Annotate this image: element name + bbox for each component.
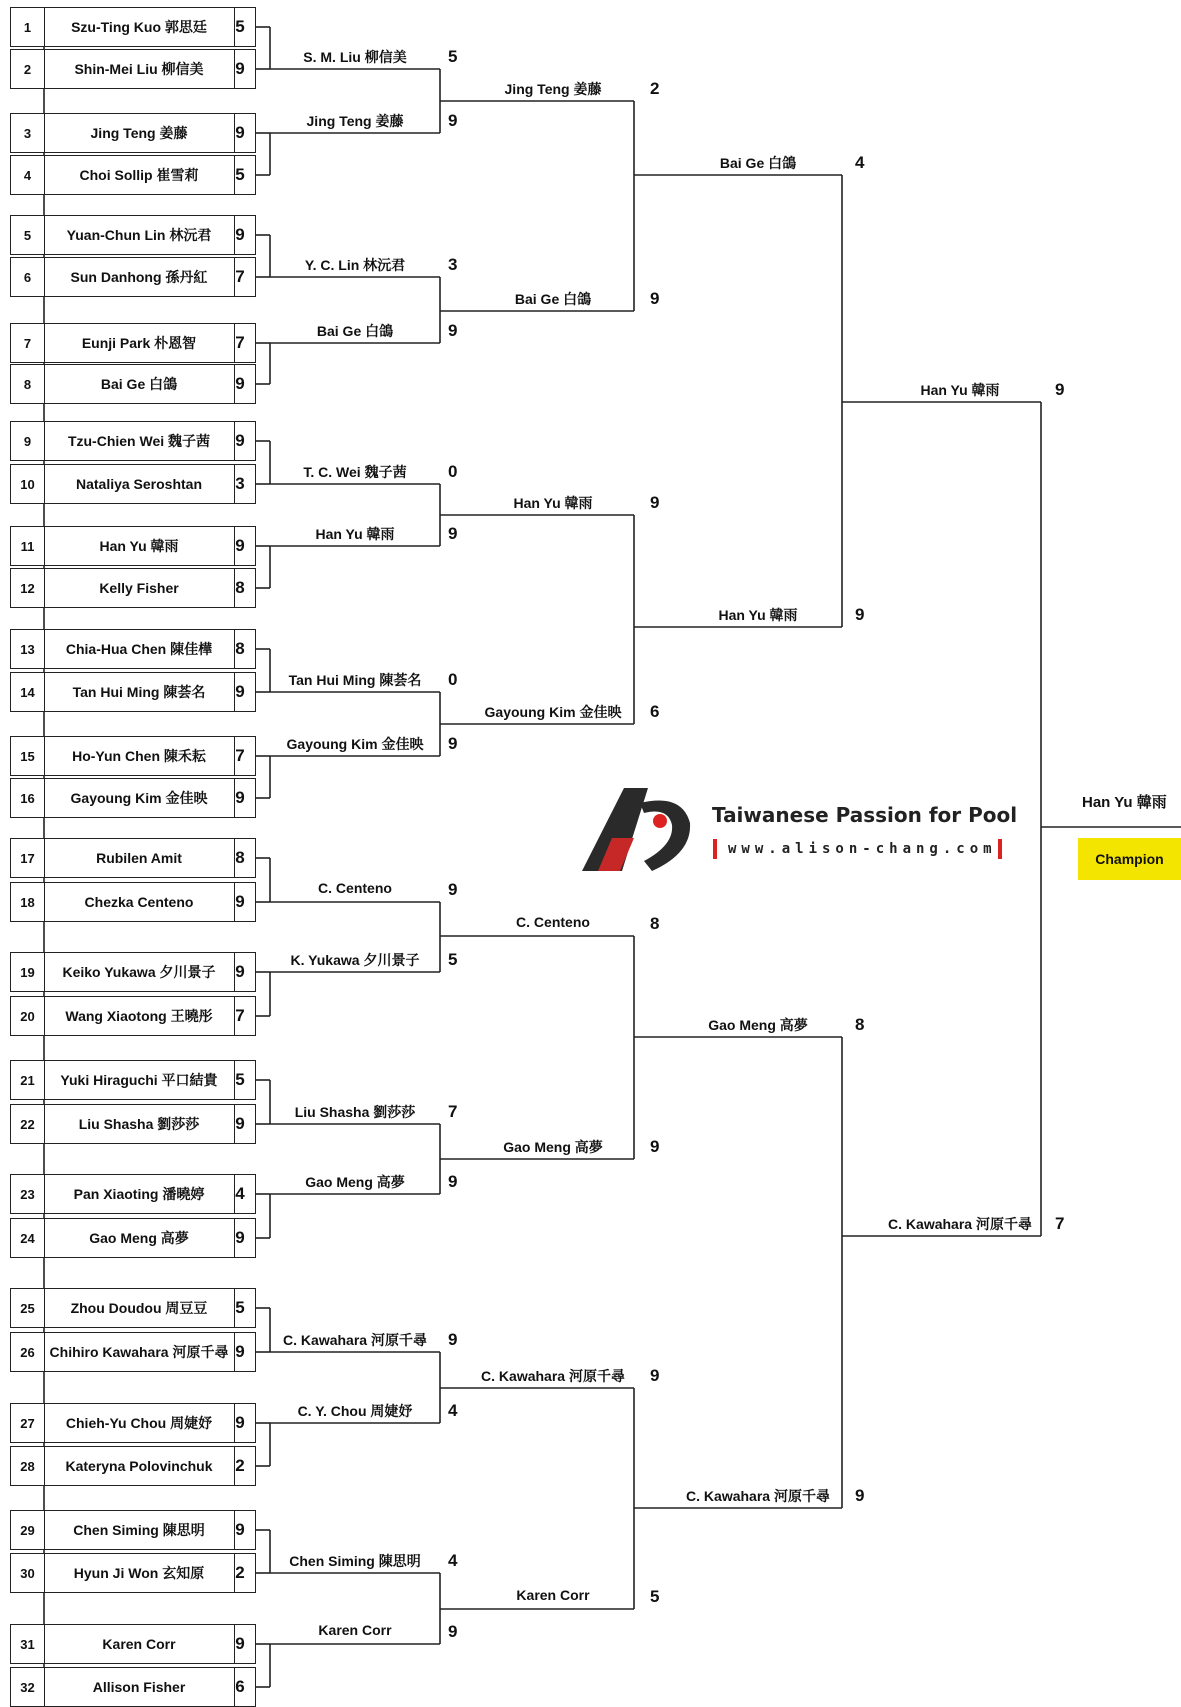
seed-entry — [10, 421, 256, 461]
seed-number: 18 — [11, 883, 45, 921]
round3-result-name: Gao Meng 高夢 — [503, 1139, 603, 1155]
seed-entry — [10, 1446, 256, 1486]
seed-number: 12 — [11, 569, 45, 607]
round3-result-score: 5 — [650, 1587, 660, 1606]
seed-number: 27 — [11, 1404, 45, 1442]
player-name: Han Yu 韓雨 — [44, 527, 235, 565]
seed-entry — [10, 1624, 256, 1664]
round2-result-name: Tan Hui Ming 陳荟名 — [288, 672, 422, 688]
player-score: 5 — [235, 1070, 245, 1089]
round4-result-name: Gao Meng 高夢 — [708, 1017, 808, 1033]
seed-number: 11 — [11, 527, 45, 565]
player-score: 5 — [235, 1298, 245, 1317]
seed-number: 8 — [11, 365, 45, 403]
round2-result-name: T. C. Wei 魏子茜 — [303, 464, 407, 480]
seed-entry — [10, 1667, 256, 1707]
round2-result-score: 9 — [448, 1622, 458, 1641]
round2-result-score: 9 — [448, 524, 458, 543]
champion-badge: Champion — [1078, 838, 1181, 880]
round5-result-score: 9 — [1055, 380, 1065, 399]
logo-url[interactable]: www.alison-chang.com — [728, 841, 997, 857]
player-name: Kelly Fisher — [44, 569, 235, 607]
player-name: Chieh-Yu Chou 周婕妤 — [44, 1404, 235, 1442]
player-score: 9 — [235, 536, 245, 555]
seed-entry — [10, 155, 256, 195]
seed-number: 24 — [11, 1219, 45, 1257]
seed-entry — [10, 526, 256, 566]
seed-entry — [10, 113, 256, 153]
round3-result-name: Karen Corr — [516, 1587, 590, 1603]
round2-result-name: C. Centeno — [318, 880, 392, 896]
player-name: Chezka Centeno — [44, 883, 235, 921]
round2-result-score: 9 — [448, 734, 458, 753]
player-score: 9 — [235, 59, 245, 78]
seed-entry — [10, 1553, 256, 1593]
player-name: Rubilen Amit — [44, 839, 235, 877]
seed-entry — [10, 1288, 256, 1328]
player-name: Tzu-Chien Wei 魏子茜 — [44, 422, 235, 460]
player-score: 2 — [235, 1456, 245, 1475]
seed-number: 2 — [11, 50, 45, 88]
seed-number: 13 — [11, 630, 45, 668]
player-name: Karen Corr — [44, 1625, 235, 1663]
logo-title: Taiwanese Passion for Pool — [712, 803, 1018, 827]
player-name: Eunji Park 朴恩智 — [44, 324, 235, 362]
round4-result-score: 4 — [855, 153, 865, 172]
player-score: 7 — [235, 746, 245, 765]
player-name: Hyun Ji Won 玄知原 — [44, 1554, 235, 1592]
player-name: Liu Shasha 劉莎莎 — [44, 1105, 235, 1143]
seed-entry — [10, 1104, 256, 1144]
logo-mark-icon — [582, 783, 697, 873]
player-score: 9 — [235, 1413, 245, 1432]
player-name: Zhou Doudou 周豆豆 — [44, 1289, 235, 1327]
seed-number: 28 — [11, 1447, 45, 1485]
player-score: 9 — [235, 892, 245, 911]
seed-number: 23 — [11, 1175, 45, 1213]
round4-result-name: Han Yu 韓雨 — [718, 607, 798, 623]
player-name: Jing Teng 姜藤 — [44, 114, 235, 152]
player-name: Gao Meng 高夢 — [44, 1219, 235, 1257]
seed-number: 16 — [11, 779, 45, 817]
seed-number: 15 — [11, 737, 45, 775]
player-name: Yuan-Chun Lin 林沅君 — [44, 216, 235, 254]
player-score: 9 — [235, 1634, 245, 1653]
player-name: Gayoung Kim 金佳映 — [44, 779, 235, 817]
player-score: 9 — [235, 1114, 245, 1133]
champion-name: Han Yu 韓雨 — [1082, 794, 1167, 811]
round2-result-name: K. Yukawa 夕川景子 — [290, 952, 420, 968]
player-name: Szu-Ting Kuo 郭思廷 — [44, 8, 235, 46]
seed-number: 4 — [11, 156, 45, 194]
player-score: 5 — [235, 165, 245, 184]
round2-result-score: 5 — [448, 47, 458, 66]
round2-result-name: Y. C. Lin 林沅君 — [304, 257, 406, 273]
round2-result-score: 9 — [448, 1172, 458, 1191]
round2-result-score: 0 — [448, 670, 458, 689]
player-name: Bai Ge 白鴿 — [44, 365, 235, 403]
player-name: Wang Xiaotong 王曉彤 — [44, 997, 235, 1035]
round2-result-score: 9 — [448, 111, 458, 130]
round2-result-score: 0 — [448, 462, 458, 481]
round2-result-score: 7 — [448, 1102, 458, 1121]
player-name: Allison Fisher — [44, 1668, 235, 1706]
round3-result-score: 2 — [650, 79, 660, 98]
round2-result-score: 9 — [448, 321, 458, 340]
seed-entry — [10, 7, 256, 47]
player-score: 9 — [235, 1342, 245, 1361]
round3-result-name: C. Centeno — [516, 914, 590, 930]
player-score: 9 — [235, 962, 245, 981]
seed-number: 9 — [11, 422, 45, 460]
round2-result-score: 4 — [448, 1401, 458, 1420]
seed-number: 14 — [11, 673, 45, 711]
round2-result-score: 9 — [448, 880, 458, 899]
round3-result-score: 9 — [650, 493, 660, 512]
seed-number: 21 — [11, 1061, 45, 1099]
round3-result-score: 8 — [650, 914, 660, 933]
round2-result-name: Jing Teng 姜藤 — [306, 113, 404, 129]
round3-result-name: Gayoung Kim 金佳映 — [484, 704, 622, 720]
player-name: Pan Xiaoting 潘曉婷 — [44, 1175, 235, 1213]
seed-number: 26 — [11, 1333, 45, 1371]
player-score: 9 — [235, 682, 245, 701]
seed-entry — [10, 1060, 256, 1100]
round2-result-score: 5 — [448, 950, 458, 969]
seed-entry — [10, 49, 256, 89]
player-score: 7 — [235, 1006, 245, 1025]
site-logo — [582, 783, 1022, 883]
seed-number: 1 — [11, 8, 45, 46]
player-name: Tan Hui Ming 陳荟名 — [44, 673, 235, 711]
round3-result-name: Jing Teng 姜藤 — [504, 81, 602, 97]
round2-result-name: Liu Shasha 劉莎莎 — [294, 1104, 416, 1120]
player-score: 5 — [235, 17, 245, 36]
player-score: 4 — [235, 1184, 245, 1203]
round2-result-name: Chen Siming 陳思明 — [289, 1553, 421, 1569]
player-name: Nataliya Seroshtan — [44, 465, 235, 503]
seed-number: 20 — [11, 997, 45, 1035]
player-name: Keiko Yukawa 夕川景子 — [44, 953, 235, 991]
round4-result-score: 9 — [855, 1486, 865, 1505]
seed-entry — [10, 1403, 256, 1443]
player-name: Chen Siming 陳思明 — [44, 1511, 235, 1549]
player-score: 2 — [235, 1563, 245, 1582]
player-score: 7 — [235, 267, 245, 286]
player-name: Kateryna Polovinchuk — [44, 1447, 235, 1485]
seed-entry — [10, 1510, 256, 1550]
round2-result-name: S. M. Liu 柳信美 — [303, 49, 407, 65]
round5-result-name: C. Kawahara 河原千尋 — [888, 1216, 1032, 1232]
seed-number: 22 — [11, 1105, 45, 1143]
player-name: Chihiro Kawahara 河原千尋 — [44, 1333, 235, 1371]
seed-entry — [10, 672, 256, 712]
round3-result-name: Bai Ge 白鴿 — [514, 291, 592, 307]
seed-number: 7 — [11, 324, 45, 362]
round4-result-score: 8 — [855, 1015, 865, 1034]
seed-entry — [10, 838, 256, 878]
round2-result-score: 4 — [448, 1551, 458, 1570]
seed-entry — [10, 1218, 256, 1258]
player-score: 9 — [235, 123, 245, 142]
player-score: 9 — [235, 225, 245, 244]
player-score: 9 — [235, 431, 245, 450]
round3-result-name: C. Kawahara 河原千尋 — [481, 1368, 625, 1384]
seed-number: 17 — [11, 839, 45, 877]
seed-entry — [10, 215, 256, 255]
seed-entry — [10, 736, 256, 776]
seed-number: 31 — [11, 1625, 45, 1663]
seed-entry — [10, 778, 256, 818]
round3-result-name: Han Yu 韓雨 — [513, 495, 593, 511]
player-score: 9 — [235, 1520, 245, 1539]
player-score: 9 — [235, 374, 245, 393]
player-score: 8 — [235, 848, 245, 867]
seed-entry — [10, 323, 256, 363]
player-score: 9 — [235, 1228, 245, 1247]
seed-number: 19 — [11, 953, 45, 991]
seed-entry — [10, 568, 256, 608]
seed-number: 5 — [11, 216, 45, 254]
round3-result-score: 9 — [650, 1366, 660, 1385]
seed-entry — [10, 996, 256, 1036]
round2-result-name: Bai Ge 白鴿 — [316, 323, 394, 339]
round2-result-name: Karen Corr — [318, 1622, 392, 1638]
player-name: Shin-Mei Liu 柳信美 — [44, 50, 235, 88]
round2-result-name: C. Kawahara 河原千尋 — [283, 1332, 427, 1348]
player-name: Chia-Hua Chen 陳佳樺 — [44, 630, 235, 668]
player-name: Choi Sollip 崔雪莉 — [44, 156, 235, 194]
logo-bar-right — [998, 839, 1002, 859]
round4-result-name: Bai Ge 白鴿 — [719, 155, 797, 171]
seed-number: 25 — [11, 1289, 45, 1327]
seed-entry — [10, 1332, 256, 1372]
player-score: 6 — [235, 1677, 245, 1696]
round2-result-name: Gayoung Kim 金佳映 — [286, 736, 424, 752]
round5-result-score: 7 — [1055, 1214, 1065, 1233]
player-score: 9 — [235, 788, 245, 807]
round4-result-score: 9 — [855, 605, 865, 624]
logo-bar-left — [713, 839, 717, 859]
seed-number: 3 — [11, 114, 45, 152]
round2-result-score: 9 — [448, 1330, 458, 1349]
round5-result-name: Han Yu 韓雨 — [920, 382, 1000, 398]
seed-number: 29 — [11, 1511, 45, 1549]
seed-number: 30 — [11, 1554, 45, 1592]
seed-number: 32 — [11, 1668, 45, 1706]
player-name: Yuki Hiraguchi 平口結貴 — [44, 1061, 235, 1099]
seed-entry — [10, 364, 256, 404]
player-score: 8 — [235, 578, 245, 597]
seed-entry — [10, 464, 256, 504]
seed-entry — [10, 882, 256, 922]
round2-result-name: Gao Meng 高夢 — [305, 1174, 405, 1190]
seed-entry — [10, 1174, 256, 1214]
player-score: 7 — [235, 333, 245, 352]
player-score: 8 — [235, 639, 245, 658]
seed-entry — [10, 952, 256, 992]
seed-number: 10 — [11, 465, 45, 503]
seed-number: 6 — [11, 258, 45, 296]
round3-result-score: 9 — [650, 1137, 660, 1156]
round4-result-name: C. Kawahara 河原千尋 — [686, 1488, 830, 1504]
player-name: Sun Danhong 孫丹紅 — [44, 258, 235, 296]
round2-result-score: 3 — [448, 255, 458, 274]
player-score: 3 — [235, 474, 245, 493]
round2-result-name: Han Yu 韓雨 — [315, 526, 395, 542]
player-name: Ho-Yun Chen 陳禾耘 — [44, 737, 235, 775]
round2-result-name: C. Y. Chou 周婕妤 — [297, 1403, 413, 1419]
seed-entry — [10, 257, 256, 297]
round3-result-score: 6 — [650, 702, 660, 721]
seed-entry — [10, 629, 256, 669]
round3-result-score: 9 — [650, 289, 660, 308]
